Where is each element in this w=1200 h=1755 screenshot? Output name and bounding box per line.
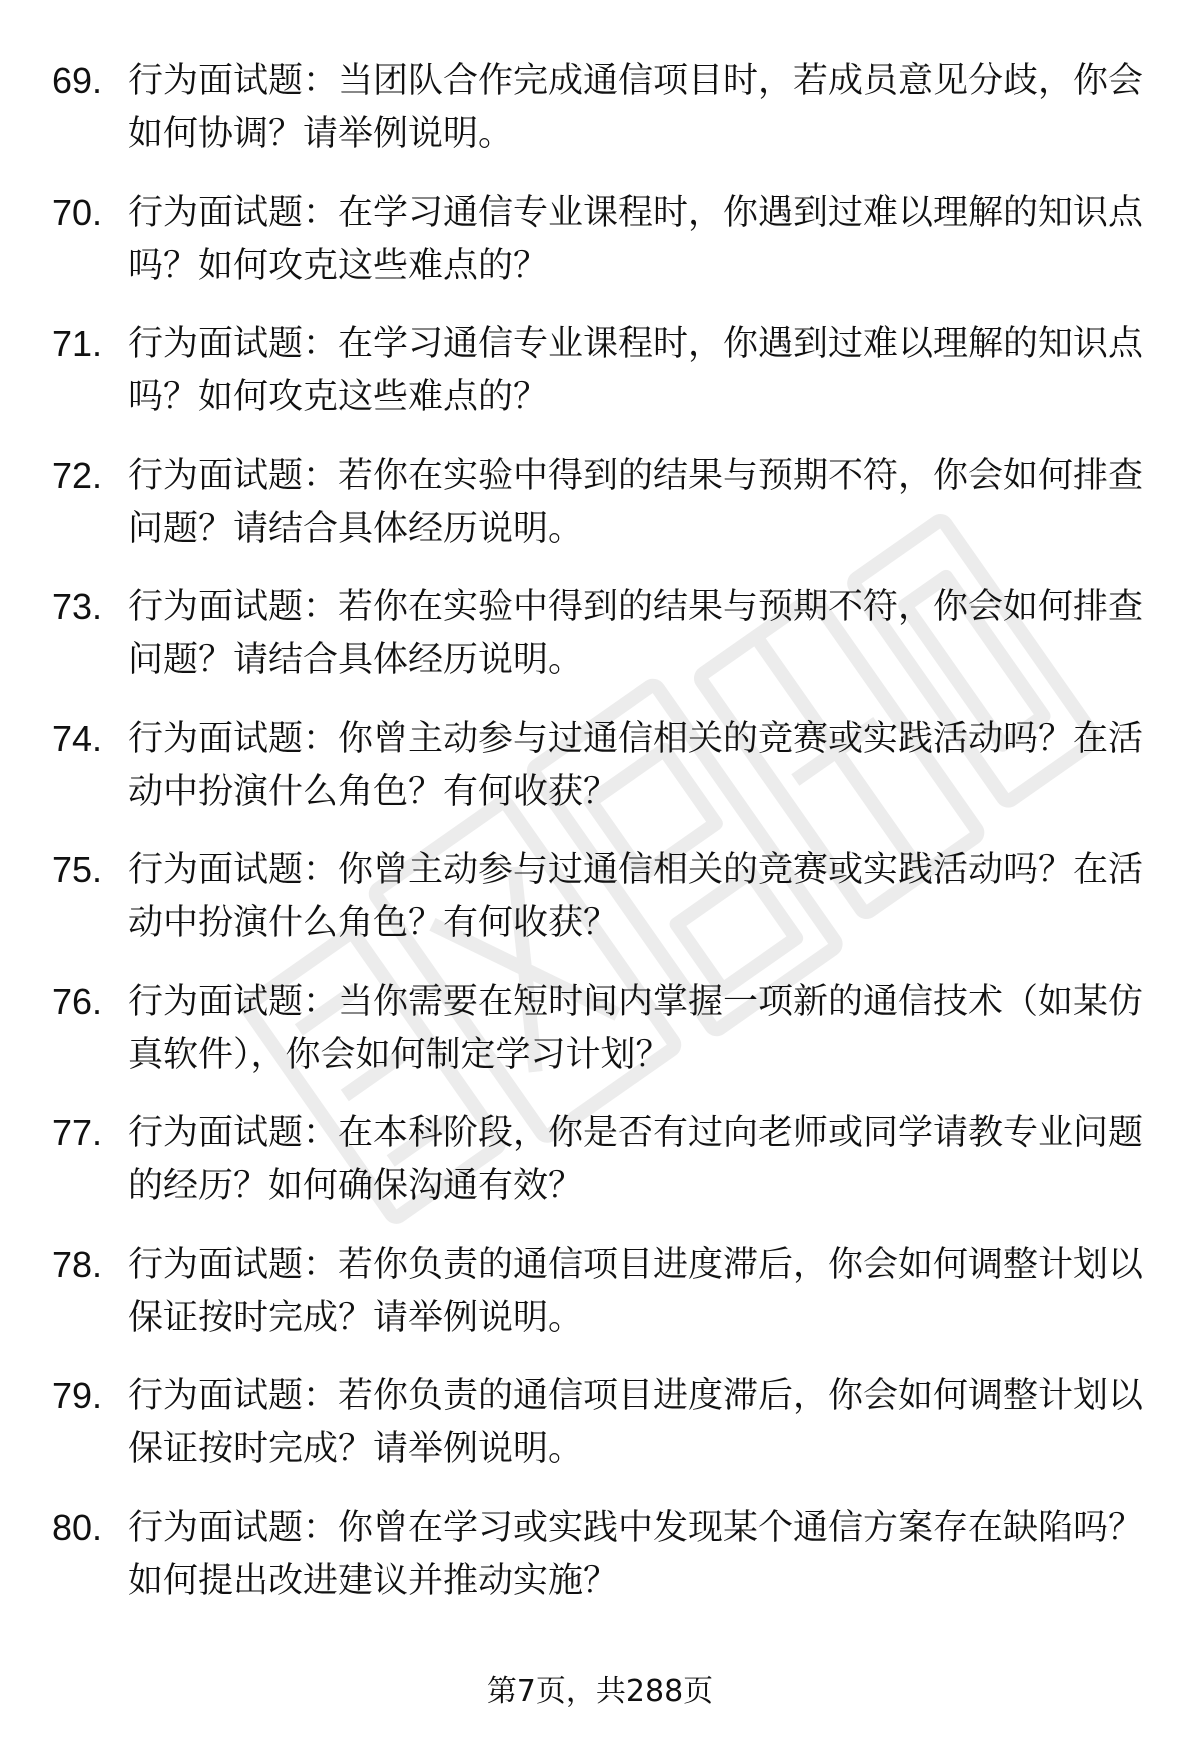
list-item bbox=[0, 187, 1200, 319]
page-number-footer: 第7页，共288页 bbox=[486, 1674, 714, 1709]
question-text: 行为面试题：在本科阶段，你是否有过向老师或同学请教专业问题的经历？如何确保沟通有效？ bbox=[128, 1113, 1144, 1206]
list-item bbox=[0, 713, 1200, 845]
question-number: 77. bbox=[52, 1112, 103, 1153]
question-text: 行为面试题：在学习通信专业课程时，你遇到过难以理解的知识点吗？如何攻克这些难点的？ bbox=[128, 192, 1144, 286]
question-text: 行为面试题：若你负责的通信项目进度滞后，你会如何调整计划以保证按时完成？请举例说明。 bbox=[128, 1244, 1144, 1338]
list-item bbox=[0, 581, 1200, 713]
list-item bbox=[0, 976, 1200, 1108]
question-number: 74. bbox=[52, 717, 103, 759]
list-item bbox=[0, 55, 1200, 187]
question-number: 75. bbox=[52, 849, 103, 890]
question-text: 行为面试题：若你在实验中得到的结果与预期不符，你会如何排查问题？请结合具体经历说明。 bbox=[128, 455, 1144, 549]
list-item bbox=[0, 1107, 1200, 1239]
list-item bbox=[0, 450, 1200, 582]
question-number: 78. bbox=[52, 1243, 103, 1285]
list-item bbox=[0, 1502, 1200, 1634]
list-item bbox=[0, 1370, 1200, 1502]
question-number: 80. bbox=[52, 1506, 103, 1548]
question-text: 行为面试题：当你需要在短时间内掌握一项新的通信技术（如某仿真软件），你会如何制定学习计划？ bbox=[128, 981, 1144, 1075]
question-text: 行为面试题：你曾在学习或实践中发现某个通信方案存在缺陷吗？如何提出改进建议并推动实施？ bbox=[128, 1507, 1144, 1601]
question-number: 71. bbox=[52, 323, 103, 364]
question-number: 72. bbox=[52, 454, 103, 496]
list-item bbox=[0, 844, 1200, 976]
question-text: 行为面试题：当团队合作完成通信项目时，若成员意见分歧，你会如何协调？请举例说明。 bbox=[128, 61, 1144, 154]
question-text: 行为面试题：你曾主动参与过通信相关的竞赛或实践活动吗？在活动中扮演什么角色？有何收获？ bbox=[128, 850, 1144, 943]
list-item bbox=[0, 318, 1200, 450]
question-text: 行为面试题：你曾主动参与过通信相关的竞赛或实践活动吗？在活动中扮演什么角色？有何收获？ bbox=[128, 718, 1144, 812]
question-number: 79. bbox=[52, 1375, 103, 1416]
question-number: 73. bbox=[52, 586, 103, 627]
question-number: 76. bbox=[52, 980, 103, 1022]
question-text: 行为面试题：若你负责的通信项目进度滞后，你会如何调整计划以保证按时完成？请举例说明。 bbox=[128, 1376, 1144, 1469]
question-list bbox=[0, 55, 1200, 1633]
question-number: 70. bbox=[52, 191, 103, 233]
question-text: 行为面试题：若你在实验中得到的结果与预期不符，你会如何排查问题？请结合具体经历说明。 bbox=[128, 587, 1144, 680]
question-text: 行为面试题：在学习通信专业课程时，你遇到过难以理解的知识点吗？如何攻克这些难点的？ bbox=[128, 324, 1144, 417]
list-item bbox=[0, 1239, 1200, 1371]
question-number: 69. bbox=[52, 60, 103, 101]
